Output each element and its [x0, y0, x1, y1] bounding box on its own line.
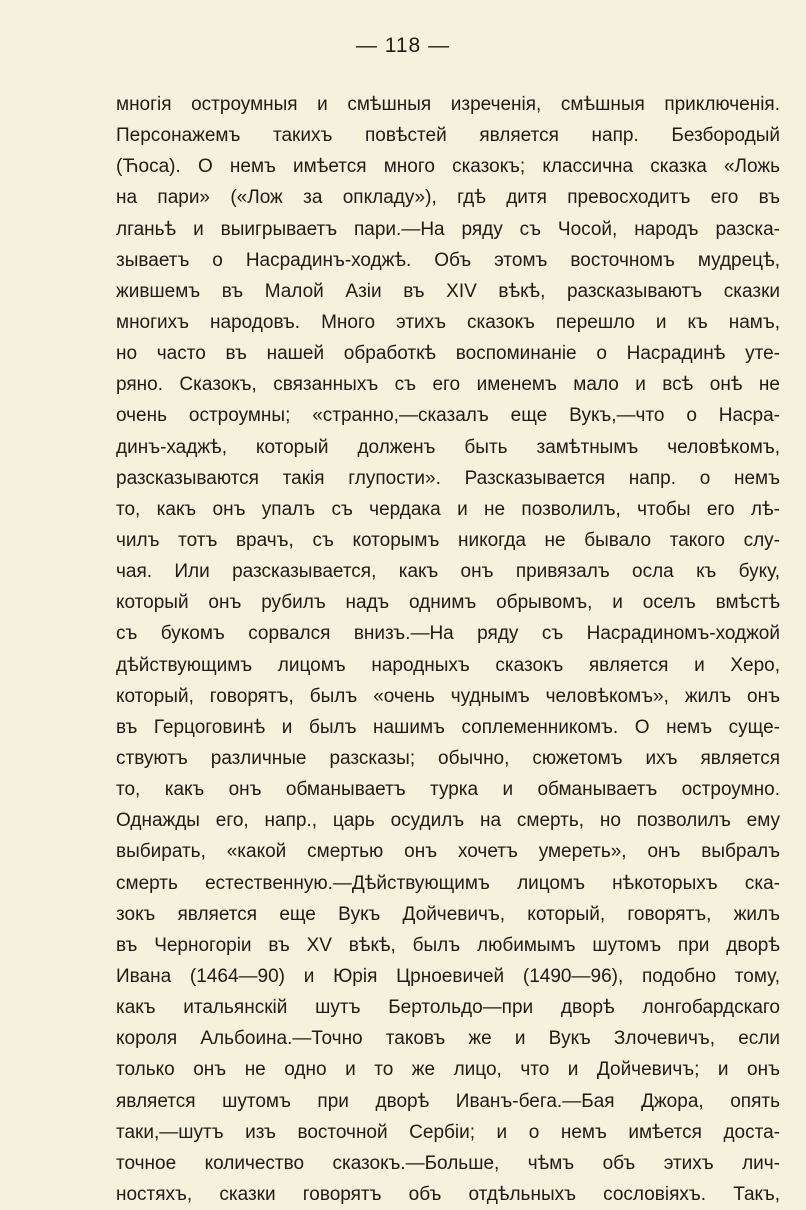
text-line: съ букомъ сорвался внизъ.—На ряду съ Насрадиномъ-ходжой	[116, 623, 780, 645]
text-body	[116, 89, 780, 1210]
text-line: таки,—шутъ изъ восточной Сербіи; и о немъ имѣется доста-	[116, 1121, 780, 1143]
text-line: въ Герцоговинѣ и былъ нашимъ соплеменникомъ. О немъ суще-	[116, 716, 780, 738]
text-line: разсказываются такія глупости». Разсказывается напр. о немъ	[116, 467, 780, 489]
text-line: очень остроумны; «странно,—сказалъ еще Вукъ,—что о Насра-	[116, 405, 780, 427]
text-line: Персонажемъ такихъ повѣстей является напр. Безбородый	[116, 125, 780, 147]
text-line: является шутомъ при дворѣ Иванъ-бега.—Бая Джора, опять	[116, 1090, 780, 1112]
text-line: чилъ тотъ врачъ, съ которымъ никогда не бывало такого слу-	[116, 529, 780, 551]
text-line: короля Альбоина.—Точно таковъ же и Вукъ Злочевичъ, если	[116, 1028, 780, 1050]
text-line: Ивана (1464—90) и Юрія Црноевичей (1490—96), подобно тому,	[116, 965, 780, 987]
text-line: но часто въ нашей обработкѣ воспоминаніе о Насрадинѣ уте-	[116, 343, 780, 365]
text-line: зокъ является еще Вукъ Дойчевичъ, который, говорятъ, жилъ	[116, 903, 780, 925]
page-number: — 118 —	[355, 34, 451, 57]
text-line: то, какъ онъ обманываетъ турка и обманываетъ остроумно.	[116, 779, 780, 801]
text-line: Однажды его, напр., царь осудилъ на смерть, но позволилъ ему	[116, 810, 780, 832]
text-line: зываетъ о Насрадинъ-ходжѣ. Объ этомъ восточномъ мудрецѣ,	[116, 249, 780, 271]
text-line: какъ итальянскій шутъ Бертольдо—при дворѣ лонгобардскаго	[116, 997, 780, 1019]
text-line: смерть естественную.—Дѣйствующимъ лицомъ нѣкоторыхъ ска-	[116, 872, 780, 894]
text-line: жившемъ въ Малой Азіи въ XIV вѣкѣ, разсказываютъ сказки	[116, 280, 780, 302]
text-line: выбирать, «какой смертью онъ хочетъ умереть», онъ выбралъ	[116, 841, 780, 863]
text-line: динъ-хаджѣ, который долженъ быть замѣтнымъ человѣкомъ,	[116, 436, 780, 458]
text-line: только онъ не одно и то же лицо, что и Дойчевичъ; и онъ	[116, 1059, 780, 1081]
text-line: въ Черногоріи въ XV вѣкѣ, былъ любимымъ шутомъ при дворѣ	[116, 934, 780, 956]
text-line: многихъ народовъ. Много этихъ сказокъ перешло и къ намъ,	[116, 311, 780, 333]
text-line: на пари» («Лож за опкладу»), гдѣ дитя превосходитъ его въ	[116, 187, 780, 209]
text-line: чая. Или разсказывается, какъ онъ привязалъ осла къ буку,	[116, 561, 780, 583]
text-line: (Ћоса). О немъ имѣется много сказокъ; классична сказка «Ложь	[116, 156, 780, 178]
text-line: многія остроумныя и смѣшныя изреченія, смѣшныя приключенія.	[116, 94, 780, 115]
text-line: который, говорятъ, былъ «очень чуднымъ человѣкомъ», жилъ онъ	[116, 685, 780, 707]
text-line: ряно. Сказокъ, связанныхъ съ его именемъ мало и всѣ онѣ не	[116, 374, 780, 396]
text-line: точное количество сказокъ.—Больше, чѣмъ объ этихъ лич-	[116, 1152, 780, 1174]
text-line: дѣйствующимъ лицомъ народныхъ сказокъ является и Херо,	[116, 654, 780, 676]
text-line: ствуютъ различные разсказы; обычно, сюжетомъ ихъ является	[116, 747, 780, 769]
text-line: то, какъ онъ упалъ съ чердака и не позволилъ, чтобы его лѣ-	[116, 498, 780, 520]
text-line: который онъ рубилъ надъ однимъ обрывомъ, и оселъ вмѣстѣ	[116, 592, 780, 614]
text-line: лганьѣ и выигрываетъ пари.—На ряду съ Чосой, народъ разска-	[116, 218, 780, 240]
text-line: ностяхъ, сказки говорятъ объ отдѣльныхъ сословіяхъ. Такъ,	[116, 1183, 780, 1205]
